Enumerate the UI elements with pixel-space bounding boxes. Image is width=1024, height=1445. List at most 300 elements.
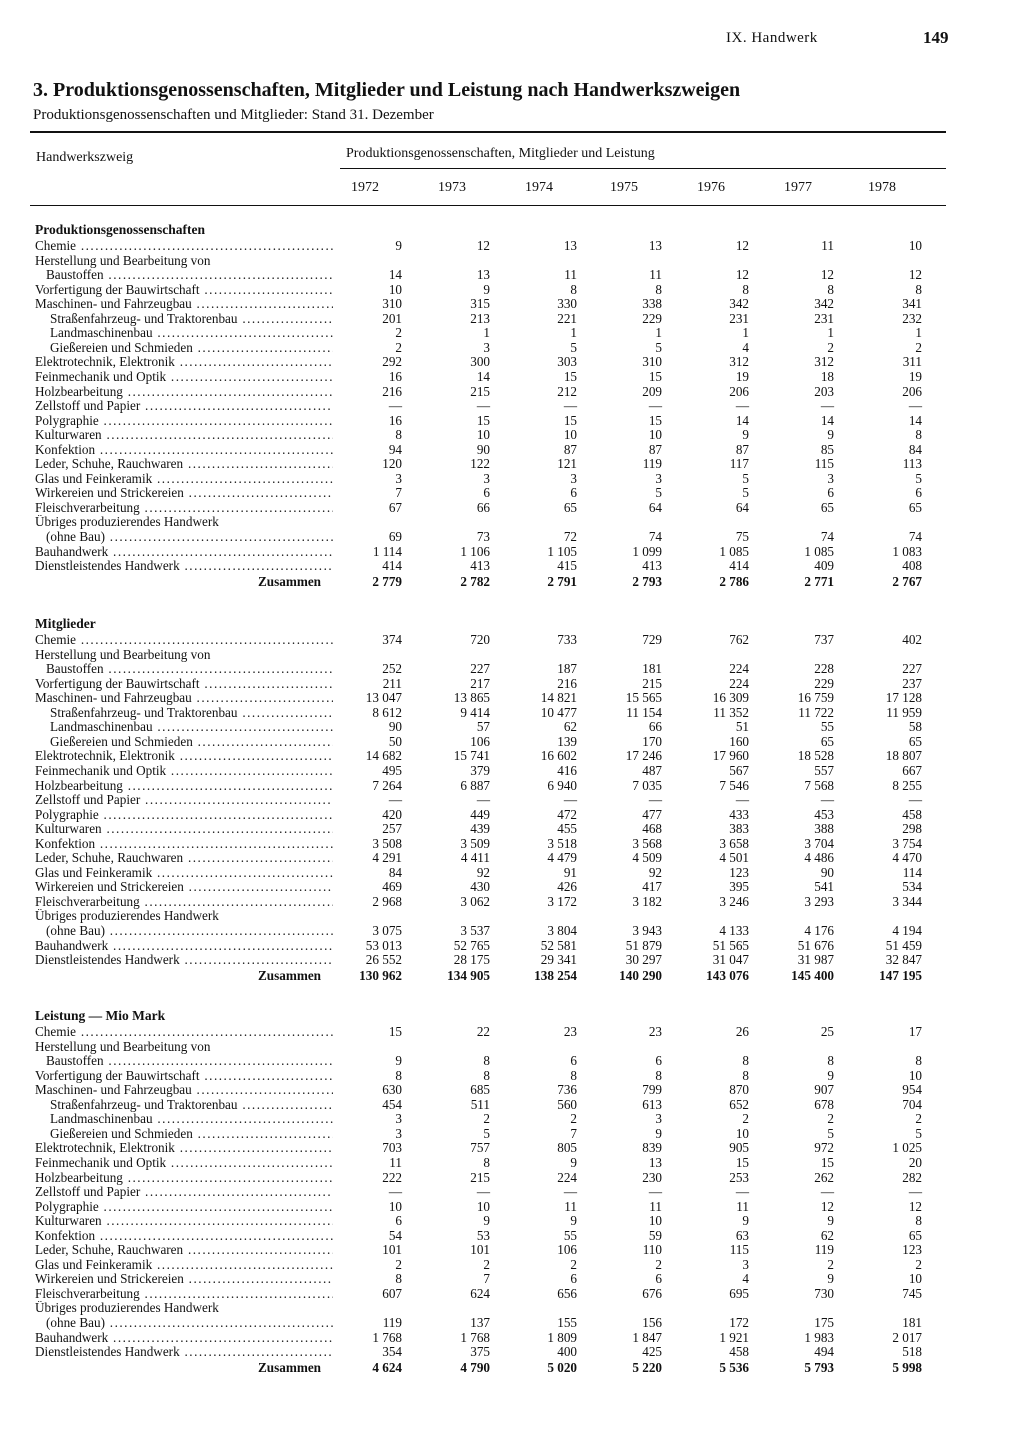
row-label-text: Chemie (35, 239, 77, 253)
cell-1978: 17 (908, 1024, 922, 1039)
cell-1974: 216 (557, 675, 577, 691)
cell-1976: 160 (729, 733, 749, 749)
cell-1976: 87 (735, 441, 749, 457)
cell-1978: 58 (908, 719, 922, 735)
cell-1978: 11 959 (886, 704, 922, 720)
cell-1973: 757 (470, 1140, 490, 1156)
cell-1977: 203 (814, 383, 834, 399)
row-label-text: Fleischverarbeitung (35, 500, 140, 515)
row-label (35, 764, 333, 779)
table-row (0, 895, 1024, 910)
row-label (35, 486, 333, 501)
cell-1977: 312 (814, 354, 834, 370)
table-row (0, 1301, 1024, 1316)
cell-1975: 74 (648, 529, 662, 544)
cell-1978: 704 (902, 1096, 922, 1112)
cell-1977: 678 (814, 1096, 834, 1112)
cell-1976: 206 (729, 383, 749, 399)
row-label (46, 530, 333, 545)
table-row (0, 1171, 1024, 1186)
row-label (35, 633, 333, 648)
table-row (0, 1258, 1024, 1273)
table-row (0, 1214, 1024, 1229)
cell-1972: — (388, 792, 402, 808)
total-label: Zusammen (258, 968, 322, 983)
cell-1973: 57 (476, 719, 490, 735)
cell-1973: 9 (483, 1213, 490, 1229)
cell-1975: 59 (648, 1227, 662, 1243)
total-cell-1978: 5 998 (892, 1359, 922, 1375)
cell-1972: — (388, 398, 402, 414)
cell-1974: 87 (563, 441, 577, 457)
cell-1972: 3 (395, 1125, 402, 1141)
cell-1973: 511 (470, 1096, 490, 1112)
cell-1977: 4 486 (804, 850, 834, 866)
table-row (0, 268, 1024, 283)
row-label (50, 1098, 333, 1113)
cell-1976: 75 (735, 529, 749, 544)
cell-1972: 7 (395, 485, 402, 501)
cell-1977: 12 (820, 1198, 834, 1214)
cell-1975: 5 (655, 339, 662, 355)
cell-1975: 10 (648, 1213, 662, 1229)
cell-1975: 209 (642, 383, 662, 399)
cell-1972: 6 (395, 1213, 402, 1229)
cell-1973: 3 (483, 470, 490, 486)
table-row (0, 443, 1024, 458)
cell-1978: 5 (915, 470, 922, 486)
table-row (0, 764, 1024, 779)
row-label (50, 341, 333, 356)
cell-1974: 2 (570, 1256, 577, 1272)
table-row (0, 1054, 1024, 1069)
cell-1976: 224 (729, 675, 749, 691)
row-label (35, 1229, 333, 1244)
cell-1972: 3 075 (372, 923, 402, 938)
cell-1974: 1 105 (547, 543, 577, 559)
table-row (0, 254, 1024, 269)
row-label-text: Straßenfahrzeug- und Traktorenbau (50, 311, 238, 326)
cell-1977: 228 (814, 661, 834, 677)
row-label-text: Feinmechanik und Optik (35, 1155, 167, 1170)
cell-1972: 67 (388, 499, 402, 515)
cell-1977: — (820, 792, 834, 808)
cell-1976: 312 (729, 354, 749, 370)
cell-1977: 65 (820, 733, 834, 749)
cell-1976: 15 (735, 1154, 749, 1170)
cell-1977: 18 (820, 368, 834, 384)
table-row (0, 706, 1024, 721)
cell-1978: 123 (902, 1242, 922, 1258)
row-label-text: Wirkereien und Strickereien (35, 486, 184, 501)
row-label-text: Herstellung und Bearbeitung von (35, 1039, 211, 1054)
total-label: Zusammen (258, 1360, 322, 1375)
page-number: 149 (923, 28, 949, 47)
table-row (0, 355, 1024, 370)
table-row (0, 1243, 1024, 1258)
cell-1972: 26 552 (365, 952, 402, 968)
cell-1976: 342 (729, 296, 749, 312)
cell-1973: 13 865 (453, 690, 490, 706)
cell-1978: — (908, 398, 922, 414)
row-label (35, 1301, 333, 1316)
cell-1978: 402 (902, 632, 922, 647)
total-cell-1977: 5 793 (804, 1359, 834, 1375)
cell-1978: 2 (915, 339, 922, 355)
cell-1976: 762 (729, 632, 749, 647)
row-label (50, 706, 333, 721)
cell-1972: 2 (395, 339, 402, 355)
cell-1977: 262 (814, 1169, 834, 1185)
table-row (0, 1345, 1024, 1360)
row-label (35, 515, 333, 530)
cell-1976: 17 960 (712, 748, 749, 764)
row-label-text: Chemie (35, 633, 77, 647)
row-label (35, 385, 333, 400)
row-label-text: Kulturwaren (35, 428, 102, 443)
row-label (35, 822, 333, 837)
row-label-text: Dienstleistendes Handwerk (35, 559, 180, 574)
row-label-text: Dienstleistendes Handwerk (35, 953, 180, 968)
table-row (0, 735, 1024, 750)
row-label (35, 793, 333, 808)
row-label (35, 1200, 333, 1215)
cell-1975: 8 (655, 281, 662, 297)
cell-1978: 2 (915, 1111, 922, 1127)
cell-1972: 469 (382, 879, 402, 895)
total-row (0, 969, 1024, 984)
cell-1977: 18 528 (797, 748, 834, 764)
cell-1973: 379 (470, 762, 490, 778)
cell-1972: 69 (388, 529, 402, 544)
total-row (0, 575, 1024, 590)
row-label (35, 677, 333, 692)
cell-1974: 10 (563, 427, 577, 443)
cell-1978: 18 807 (885, 748, 922, 764)
cell-1978: 12 (908, 1198, 922, 1214)
row-label-text: Feinmechanik und Optik (35, 369, 167, 384)
cell-1972: 201 (382, 310, 402, 326)
cell-1976: 10 (735, 1125, 749, 1141)
cell-1973: 28 175 (453, 952, 490, 968)
cell-1972: 9 (395, 1053, 402, 1069)
row-label (35, 428, 333, 443)
row-label (35, 559, 333, 574)
cell-1972: 252 (382, 661, 402, 677)
table-row (0, 880, 1024, 895)
section-title: Mitglieder (35, 616, 96, 631)
cell-1978: 667 (902, 762, 922, 778)
row-label-text: Vorfertigung der Bauwirtschaft (35, 676, 200, 691)
table-row (0, 370, 1024, 385)
table-row (0, 399, 1024, 414)
cell-1972: 9 (395, 238, 402, 253)
row-label-text: Straßenfahrzeug- und Traktorenbau (50, 1097, 238, 1112)
cell-1976: 652 (729, 1096, 749, 1112)
row-label (35, 1040, 333, 1055)
cell-1975: 15 (648, 368, 662, 384)
cell-1978: 114 (902, 864, 922, 880)
cell-1974: 221 (557, 310, 577, 326)
cell-1978: 6 (915, 485, 922, 501)
cell-1978: 10 (908, 1067, 922, 1083)
cell-1973: 15 (476, 412, 490, 428)
cell-1975: 1 (655, 325, 662, 341)
row-label (35, 866, 333, 881)
cell-1976: 9 (742, 427, 749, 443)
cell-1973: 10 (476, 427, 490, 443)
row-label-text: Holzbearbeitung (35, 778, 123, 793)
total-cell-1973: 2 782 (460, 573, 490, 589)
cell-1975: 5 (655, 485, 662, 501)
cell-1975: 613 (642, 1096, 662, 1112)
cell-1976: 695 (729, 1285, 749, 1301)
row-label (35, 1156, 333, 1171)
row-label-text: Bauhandwerk (35, 1330, 109, 1345)
cell-1973: 90 (476, 441, 490, 457)
row-label-text: (ohne Bau) (46, 1316, 105, 1330)
year-1974: 1974 (525, 180, 553, 195)
row-label (46, 662, 333, 677)
cell-1976: 117 (729, 456, 749, 472)
table-title: 3. Produktionsgenossenschaften, Mitglieder und Leistung nach Handwerkszweigen (33, 79, 741, 101)
cell-1975: 6 (655, 1053, 662, 1069)
cell-1975: 1 847 (632, 1329, 662, 1345)
table-row (0, 530, 1024, 545)
top-rule (30, 131, 946, 133)
cell-1977: 11 722 (798, 704, 834, 720)
row-label-text: Zellstoff und Papier (35, 793, 141, 808)
cell-1973: — (476, 1184, 490, 1200)
row-label-text: Wirkereien und Strickereien (35, 1272, 184, 1287)
cell-1975: — (648, 398, 662, 414)
total-cell-1973: 134 905 (447, 967, 490, 983)
row-label-text: Übriges produzierendes Handwerk (35, 515, 219, 530)
cell-1977: 907 (814, 1082, 834, 1098)
row-label (35, 895, 333, 910)
cell-1977: 11 (821, 238, 834, 253)
cell-1975: 3 568 (632, 835, 662, 851)
cell-1976: 458 (729, 1344, 749, 1360)
row-label-text: Polygraphie (35, 1199, 99, 1214)
cell-1977: 2 (827, 1256, 834, 1272)
cell-1976: 2 (742, 1111, 749, 1127)
cell-1975: 6 (655, 1271, 662, 1287)
cell-1977: 90 (820, 864, 834, 880)
cell-1976: 4 133 (719, 923, 749, 938)
row-label (35, 1171, 333, 1186)
cell-1976: 8 (742, 281, 749, 297)
table-row (0, 633, 1024, 648)
cell-1974: 91 (563, 864, 577, 880)
cell-1974: 472 (557, 806, 577, 822)
cell-1978: 206 (902, 383, 922, 399)
cell-1978: 4 194 (892, 923, 922, 938)
row-label (35, 1258, 333, 1273)
cell-1972: 8 612 (372, 704, 402, 720)
cell-1976: 12 (735, 238, 749, 253)
cell-1974: 560 (557, 1096, 577, 1112)
cell-1974: 23 (563, 1024, 577, 1039)
total-cell-1975: 5 220 (632, 1359, 662, 1375)
cell-1974: 16 602 (540, 748, 577, 764)
total-cell-1978: 2 767 (892, 573, 922, 589)
cell-1973: 9 414 (460, 704, 490, 720)
cell-1975: 64 (648, 499, 662, 515)
total-label: Zusammen (258, 574, 322, 589)
cell-1972: 8 (395, 427, 402, 443)
total-cell-1976: 143 076 (706, 967, 749, 983)
cell-1977: 730 (814, 1285, 834, 1301)
total-cell-1973: 4 790 (460, 1359, 490, 1375)
cell-1975: 119 (642, 456, 662, 472)
cell-1974: 13 (563, 238, 577, 253)
cell-1976: 3 (742, 1256, 749, 1272)
cell-1976: 3 246 (719, 893, 749, 909)
total-cell-1977: 145 400 (791, 967, 834, 983)
cell-1975: 2 (655, 1256, 662, 1272)
column-group-rule (340, 168, 946, 169)
cell-1973: 227 (470, 661, 490, 677)
cell-1974: 6 (570, 1053, 577, 1069)
row-label-text: Landmaschinenbau (50, 1112, 153, 1127)
row-label-text: Bauhandwerk (35, 938, 109, 953)
row-label-text: Maschinen- und Fahrzeugbau (35, 297, 192, 312)
row-label-text: Leder, Schuhe, Rauchwaren (35, 457, 184, 472)
row-label (35, 1083, 333, 1098)
row-label (35, 749, 333, 764)
table-row (0, 239, 1024, 254)
row-label-text: Chemie (35, 1025, 77, 1039)
cell-1975: 51 879 (625, 937, 662, 953)
row-label (35, 472, 333, 487)
cell-1977: 342 (814, 296, 834, 312)
cell-1972: 3 (395, 1111, 402, 1127)
cell-1977: 453 (814, 806, 834, 822)
cell-1976: 1 921 (719, 1329, 749, 1345)
row-label-text: Gießereien und Schmieden (50, 1126, 193, 1141)
cell-1976: 5 (742, 470, 749, 486)
cell-1977: 74 (820, 529, 834, 544)
cell-1975: 15 565 (625, 690, 662, 706)
cell-1973: 9 (483, 281, 490, 297)
cell-1974: 121 (557, 456, 577, 472)
table-row (0, 851, 1024, 866)
cell-1976: 414 (729, 558, 749, 574)
cell-1978: 745 (902, 1285, 922, 1301)
row-label (50, 1112, 333, 1127)
cell-1975: 7 035 (632, 777, 662, 793)
cell-1974: 212 (557, 383, 577, 399)
table-row (0, 720, 1024, 735)
cell-1977: 1 085 (804, 543, 834, 559)
table-row (0, 501, 1024, 516)
cell-1972: 50 (388, 733, 402, 749)
header-bottom-rule (30, 205, 946, 206)
cell-1976: 172 (729, 1315, 749, 1330)
cell-1973: 106 (470, 733, 490, 749)
row-label-text: Zellstoff und Papier (35, 399, 141, 414)
cell-1977: 388 (814, 821, 834, 837)
table-row (0, 1185, 1024, 1200)
cell-1972: 211 (382, 675, 402, 691)
cell-1977: 2 (827, 1111, 834, 1127)
row-label (35, 414, 333, 429)
cell-1973: 73 (476, 529, 490, 544)
running-header-section: IX. Handwerk (726, 30, 818, 46)
cell-1972: 495 (382, 762, 402, 778)
table-row (0, 793, 1024, 808)
cell-1973: 6 887 (460, 777, 490, 793)
cell-1972: 119 (382, 1315, 402, 1330)
table-row (0, 283, 1024, 298)
cell-1978: 227 (902, 661, 922, 677)
cell-1972: 2 (395, 325, 402, 341)
row-label-text: Fleischverarbeitung (35, 1286, 140, 1301)
cell-1974: 29 341 (540, 952, 577, 968)
cell-1977: — (820, 398, 834, 414)
row-label-text: Glas und Feinkeramik (35, 471, 153, 486)
cell-1977: 3 704 (804, 835, 834, 851)
row-label (46, 1316, 333, 1331)
cell-1978: 8 255 (892, 777, 922, 793)
cell-1972: 7 264 (372, 777, 402, 793)
cell-1973: 92 (476, 864, 490, 880)
cell-1978: 2 (915, 1256, 922, 1272)
cell-1972: 84 (388, 864, 402, 880)
cell-1974: 106 (557, 1242, 577, 1258)
cell-1978: 4 470 (892, 850, 922, 866)
row-label (35, 909, 333, 924)
cell-1974: 9 (570, 1154, 577, 1170)
cell-1974: 1 (570, 325, 577, 341)
cell-1978: 341 (902, 296, 922, 312)
cell-1975: 170 (642, 733, 662, 749)
cell-1978: 74 (908, 529, 922, 544)
cell-1972: 15 (388, 1024, 402, 1039)
row-label-text: Gießereien und Schmieden (50, 734, 193, 749)
table-row (0, 515, 1024, 530)
cell-1978: 8 (915, 1053, 922, 1069)
cell-1974: 15 (563, 368, 577, 384)
row-label (35, 1345, 333, 1360)
cell-1972: 630 (382, 1082, 402, 1098)
cell-1973: 1 (483, 325, 490, 341)
row-label (46, 268, 333, 283)
table-row (0, 1156, 1024, 1171)
cell-1973: — (476, 792, 490, 808)
cell-1976: 1 085 (719, 543, 749, 559)
cell-1972: 54 (388, 1227, 402, 1243)
row-label-text: Glas und Feinkeramik (35, 865, 153, 880)
cell-1973: 5 (483, 1125, 490, 1141)
cell-1978: 298 (902, 821, 922, 837)
cell-1978: 17 128 (885, 690, 922, 706)
row-label-text: Herstellung und Bearbeitung von (35, 253, 211, 268)
row-label-text: Holzbearbeitung (35, 384, 123, 399)
cell-1976: 4 (742, 1271, 749, 1287)
cell-1974: 8 (570, 281, 577, 297)
cell-1978: 5 (915, 1125, 922, 1141)
row-label (35, 1331, 333, 1346)
cell-1975: 66 (648, 719, 662, 735)
cell-1977: 9 (827, 1271, 834, 1287)
cell-1978: 311 (902, 354, 922, 370)
cell-1975: 87 (648, 441, 662, 457)
row-label (35, 501, 333, 516)
row-label-text: Baustoffen (46, 268, 104, 283)
cell-1977: 5 (827, 1125, 834, 1141)
